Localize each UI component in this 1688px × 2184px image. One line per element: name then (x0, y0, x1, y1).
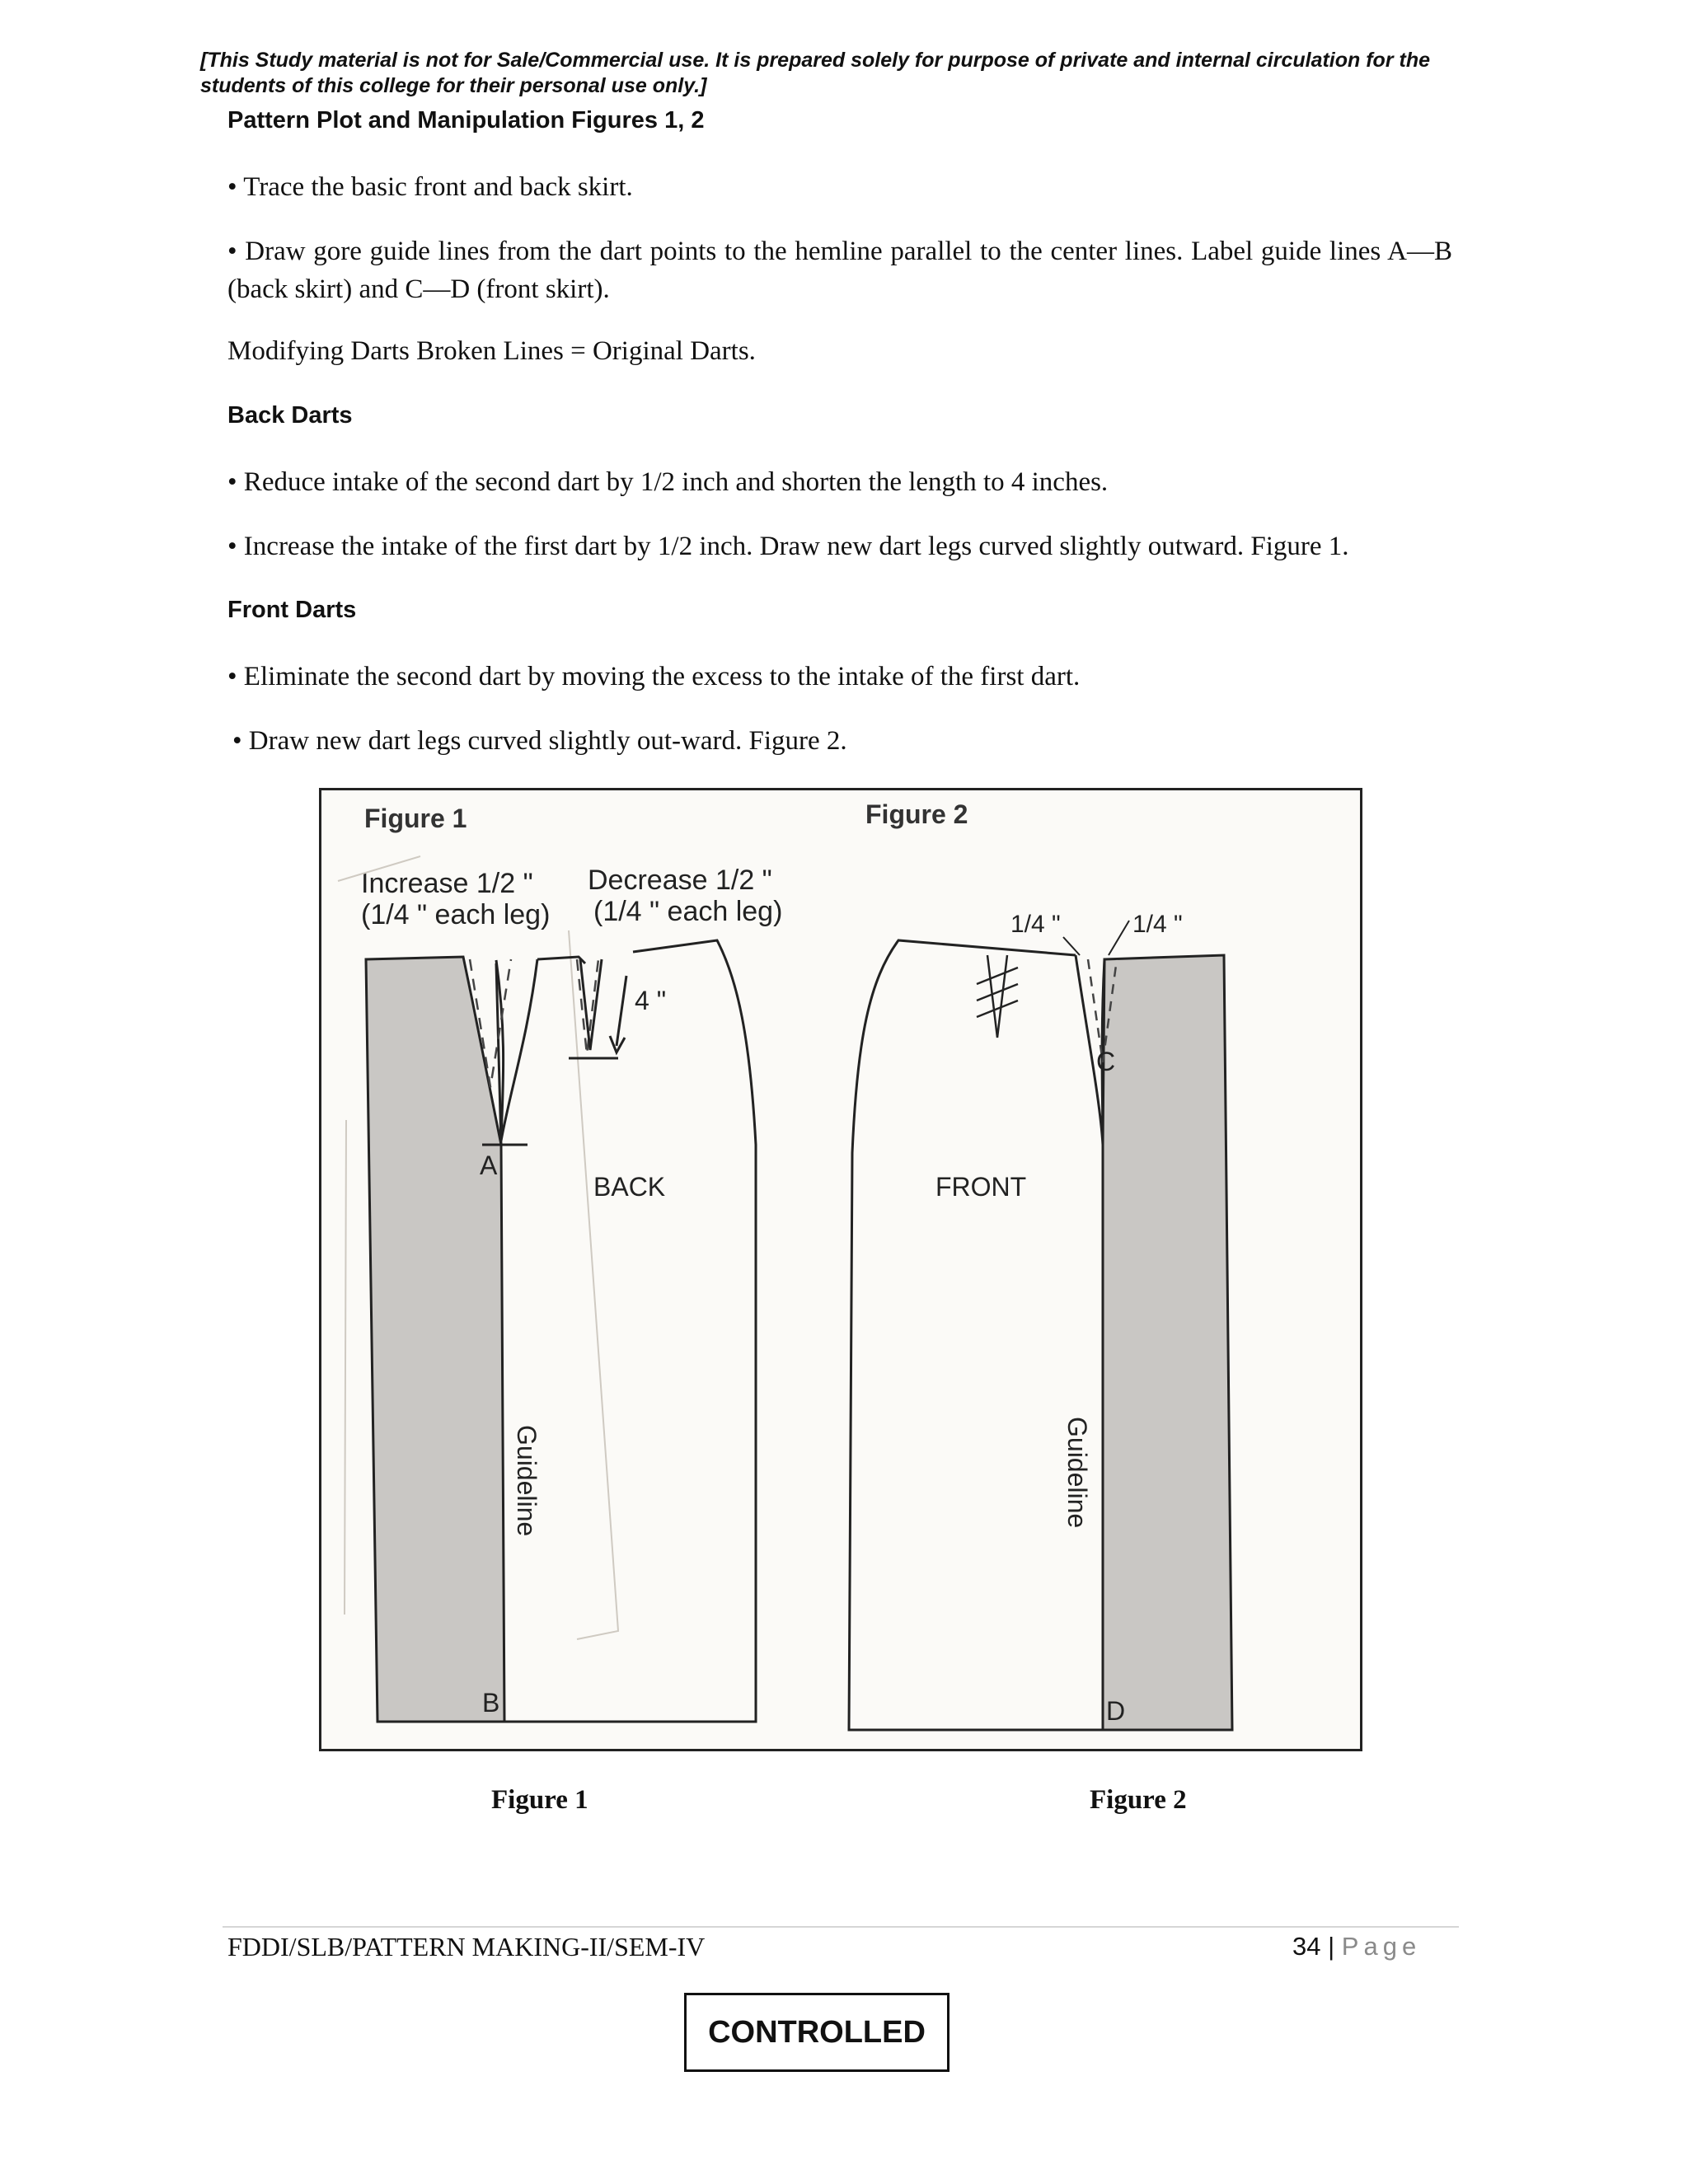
point-c-label: C (1096, 1047, 1116, 1076)
back-guideline-label: Guideline (512, 1425, 542, 1537)
dart-length-arrow (617, 976, 626, 1046)
back-dart-new-legs (496, 959, 537, 1141)
dart-length-label: 4 " (635, 986, 667, 1015)
point-d-label: D (1106, 1696, 1126, 1726)
bullet-back-dart-increase: • Increase the intake of the first dart by 1/2 inch. Draw new dart legs curved slightly outward. Figure 1. (227, 532, 1349, 561)
pattern-diagram (321, 790, 1360, 1749)
bullet-gore-guide-lines: • Draw gore guide lines from the dart points to the hemline parallel to the center lines. Label guide lines A—B (back skirt) and C—D (front skirt). (227, 237, 1452, 304)
footer-course-code: FDDI/SLB/PATTERN MAKING-II/SEM-IV (227, 1932, 706, 1961)
footer-page-number (1292, 1932, 1421, 1961)
front-eliminated-dart (987, 955, 1007, 1038)
disclaimer-note: [This Study material is not for Sale/Commercial use. It is prepared solely for purpose of private and internal circulation for the students of this college for their personal use only.] (200, 49, 1431, 97)
increase-label-line1: Increase 1/2 " (361, 868, 533, 899)
front-darts-heading: Front Darts (227, 597, 357, 623)
page-separator: | (1328, 1932, 1335, 1961)
bullet-trace-skirt: • Trace the basic front and back skirt. (227, 172, 633, 202)
back-darts-heading: Back Darts (227, 402, 353, 429)
controlled-stamp: CONTROLLED (684, 1993, 950, 2072)
modifying-darts-note: Modifying Darts Broken Lines = Original Darts. (227, 336, 756, 366)
front-center-panel-outline (849, 940, 1103, 1730)
point-b-label: B (482, 1688, 500, 1718)
page-word: Page (1341, 1932, 1422, 1961)
fig2-title: Figure 2 (865, 799, 968, 829)
caption-figure-1: Figure 1 (491, 1785, 588, 1815)
section-title: Pattern Plot and Manipulation Figures 1, 2 (227, 107, 705, 134)
front-eliminated-dart-hatch (977, 968, 1018, 1017)
front-panel-label: FRONT (935, 1172, 1027, 1202)
footer-divider (223, 1926, 1459, 1928)
pattern-figure (319, 788, 1362, 1751)
back-second-dart-new (580, 959, 602, 1050)
front-right-amount-pointer (1109, 921, 1129, 955)
fig1-title: Figure 1 (364, 804, 467, 833)
front-guideline-label: Guideline (1062, 1417, 1092, 1529)
front-side-gore-panel (1103, 955, 1232, 1730)
front-right-amount-label: 1/4 " (1132, 911, 1183, 938)
back-side-gore-panel (366, 957, 504, 1722)
back-panel-label: BACK (593, 1172, 666, 1202)
point-a-label: A (480, 1151, 498, 1180)
decrease-label-line2: (1/4 " each leg) (593, 896, 783, 927)
decrease-label-line1: Decrease 1/2 " (588, 865, 772, 896)
front-left-amount-pointer (1063, 937, 1080, 955)
page-number: 34 (1292, 1932, 1321, 1961)
bullet-front-dart-legs: • Draw new dart legs curved slightly out-ward. Figure 2. (232, 726, 847, 756)
caption-figure-2: Figure 2 (1090, 1785, 1187, 1815)
increase-label-line2: (1/4 " each leg) (361, 899, 551, 930)
back-center-panel-outline (496, 940, 756, 1722)
front-left-amount-label: 1/4 " (1010, 911, 1061, 938)
bullet-back-dart-reduce: • Reduce intake of the second dart by 1/2 inch and shorten the length to 4 inches. (227, 467, 1109, 497)
bullet-front-dart-eliminate: • Eliminate the second dart by moving the excess to the intake of the first dart. (227, 662, 1081, 691)
